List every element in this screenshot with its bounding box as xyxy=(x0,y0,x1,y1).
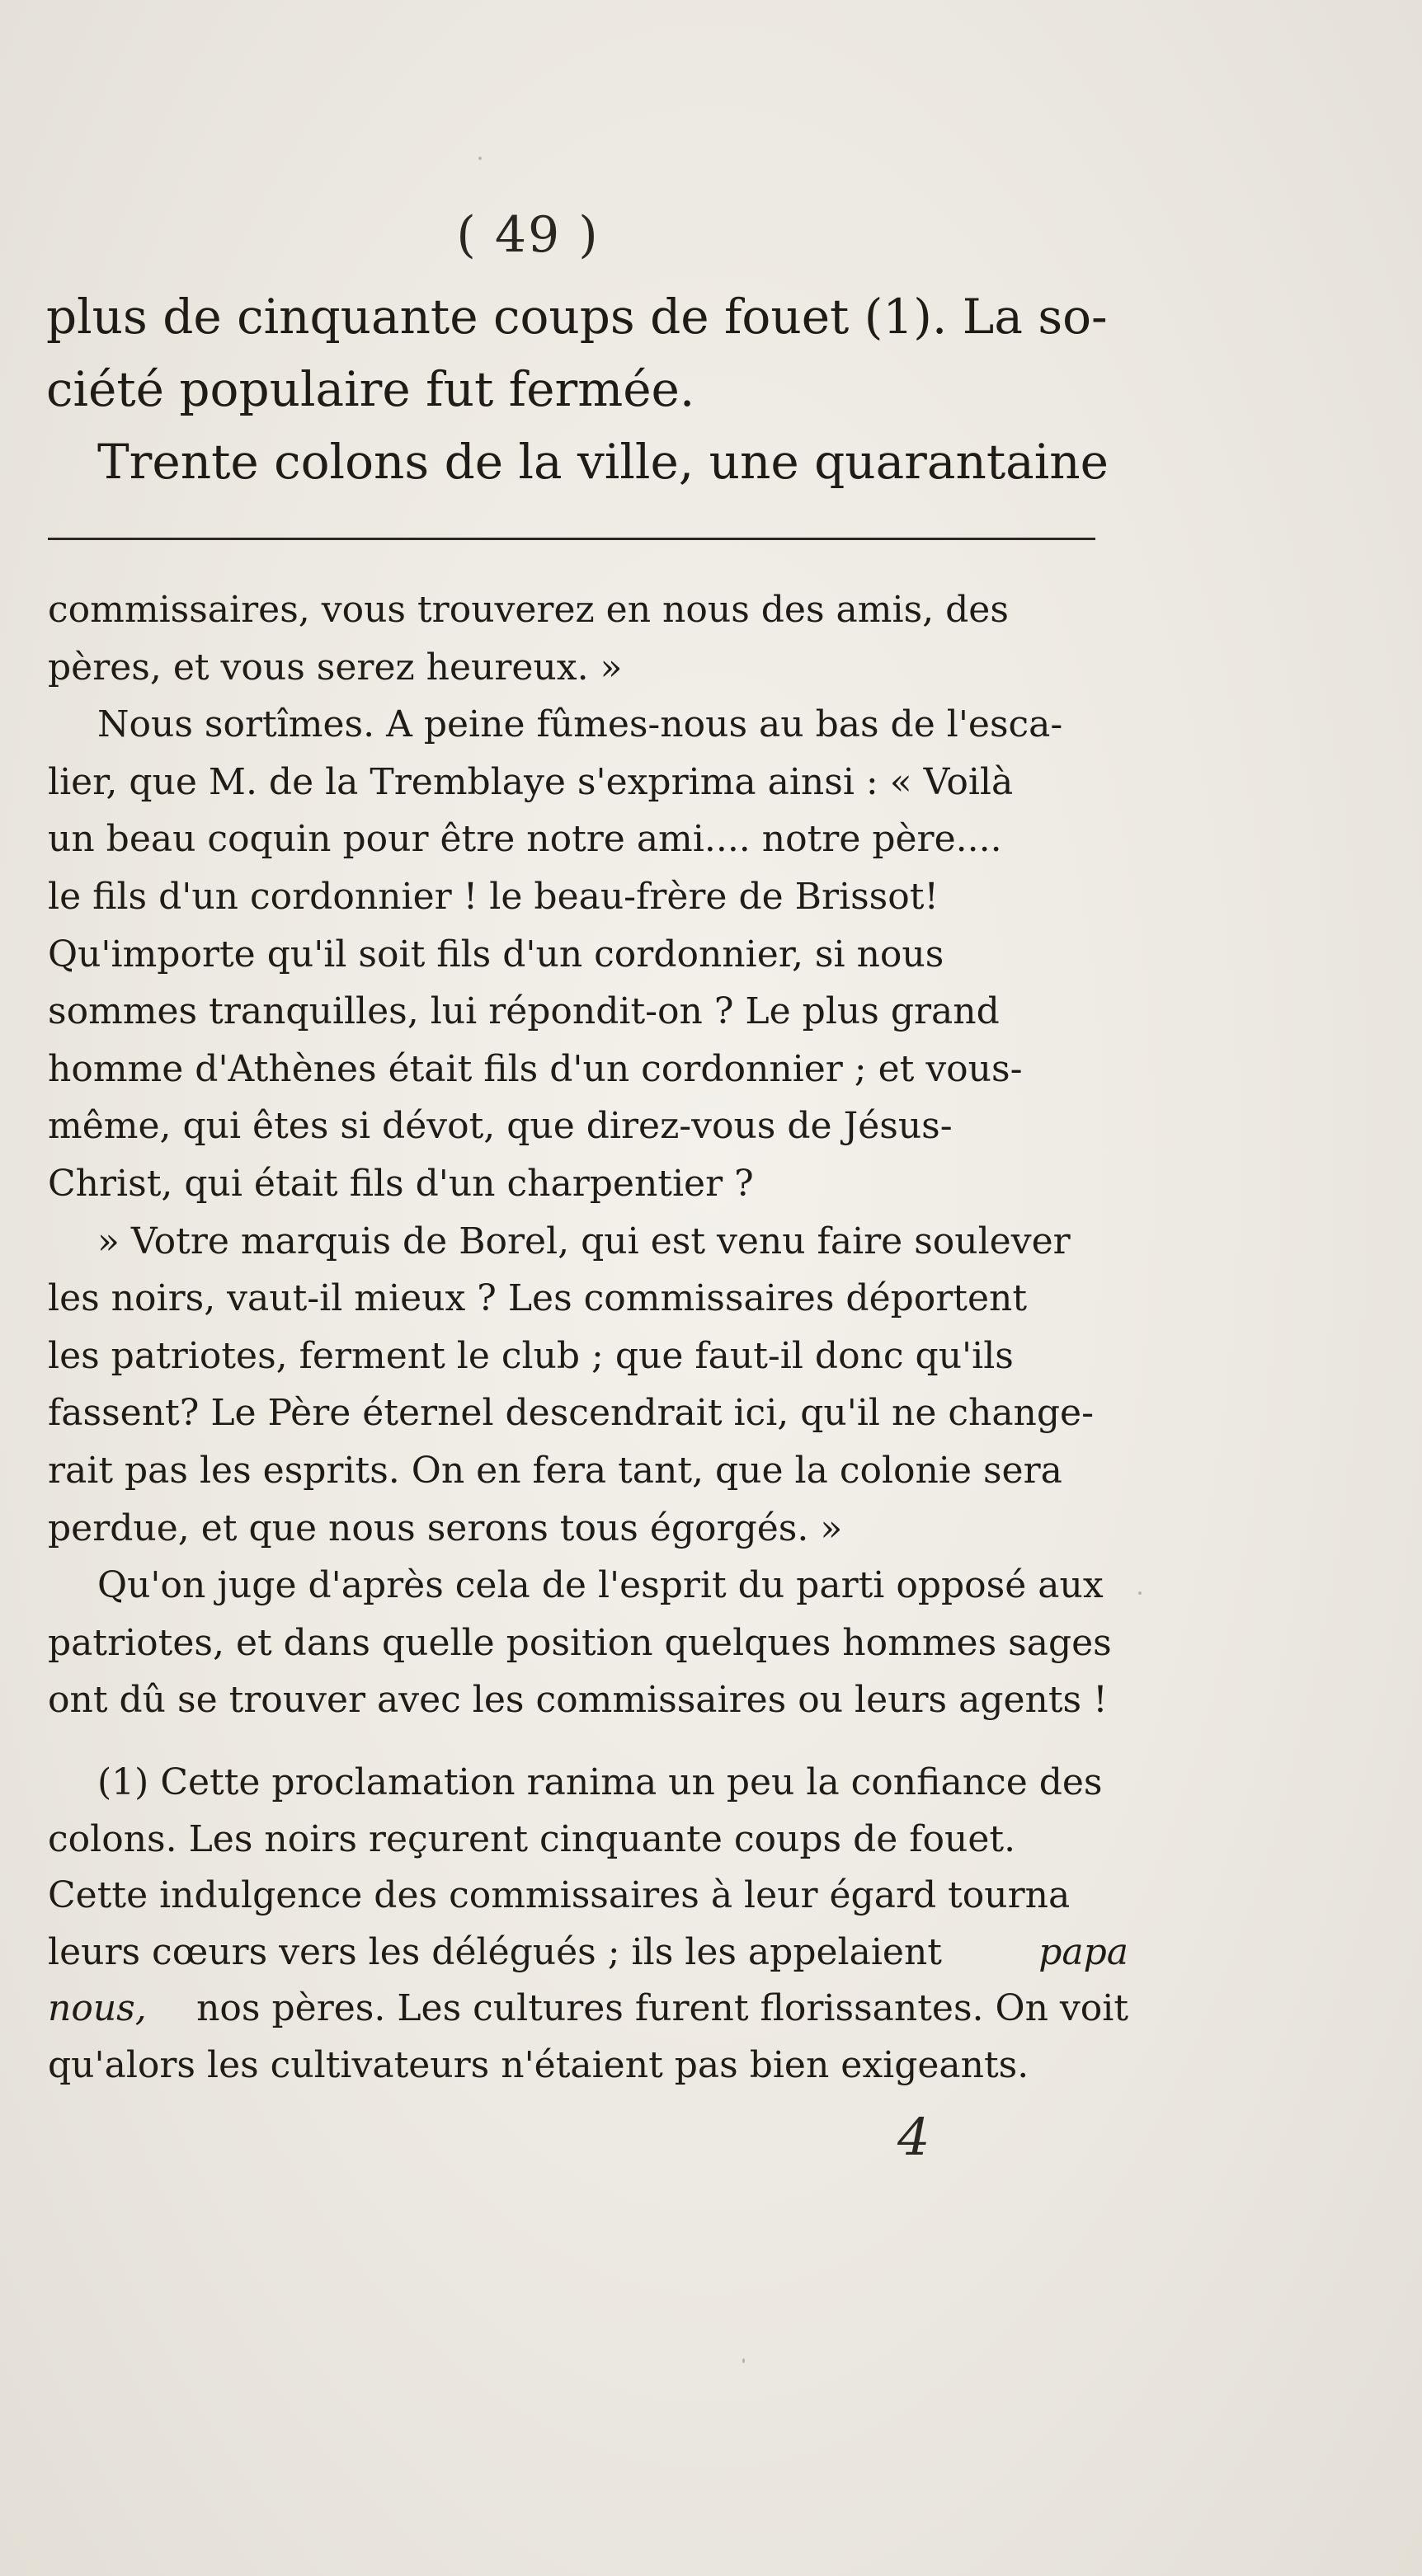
body-line: ont dû se trouver avec les commissaires ou leurs agents ! xyxy=(48,1679,1108,1722)
body-line: fassent? Le Père éternel descendrait ici, qu'il ne change- xyxy=(48,1392,1094,1435)
footnote-italic-text: papa xyxy=(1038,1930,1128,1973)
paper-speck xyxy=(742,2358,745,2363)
body-line: un beau coquin pour être notre ami.... notre père.... xyxy=(48,818,1002,861)
signature-mark: 4 xyxy=(897,2107,930,2167)
main-line: ciété populaire fut fermée. xyxy=(46,361,695,417)
footnote-italic-text: nous, xyxy=(48,1987,147,2029)
footnote-line: qu'alors les cultivateurs n'étaient pas bien exigeants. xyxy=(48,2043,1029,2086)
body-line: Qu'on juge d'après cela de l'esprit du parti opposé aux xyxy=(97,1564,1104,1607)
body-line: les patriotes, ferment le club ; que faut-il donc qu'ils xyxy=(48,1334,1014,1377)
body-line: rait pas les esprits. On en fera tant, que la colonie sera xyxy=(48,1449,1062,1492)
body-line: commissaires, vous trouverez en nous des amis, des xyxy=(48,589,1009,631)
footnote-line: Cette indulgence des commissaires à leur égard tourna xyxy=(48,1874,1071,1916)
separator-rule xyxy=(48,538,1095,540)
body-line: le fils d'un cordonnier ! le beau-frère de Brissot! xyxy=(48,875,939,918)
body-line: patriotes, et dans quelle position quelques hommes sages xyxy=(48,1621,1112,1664)
body-line: Qu'importe qu'il soit fils d'un cordonnier, si nous xyxy=(48,933,944,975)
footnote-line xyxy=(48,1925,1128,1981)
body-line: pères, et vous serez heureux. » xyxy=(48,646,623,689)
main-line: plus de cinquante coups de fouet (1). La so- xyxy=(46,289,1108,345)
quoted-dialogue xyxy=(48,581,1128,1729)
body-line: homme d'Athènes était fils d'un cordonnier ; et vous- xyxy=(48,1047,1023,1090)
body-line: les noirs, vaut-il mieux ? Les commissaires déportent xyxy=(48,1277,1028,1320)
body-line: Christ, qui était fils d'un charpentier ? xyxy=(48,1162,754,1205)
body-line: Nous sortîmes. A peine fûmes-nous au bas de l'esca- xyxy=(97,703,1063,746)
footnote-line xyxy=(48,1981,1128,2038)
footnote-text: leurs cœurs vers les délégués ; ils les appelaient xyxy=(48,1930,942,1973)
page-number: ( 49 ) xyxy=(456,206,600,264)
footnote-line: (1) Cette proclamation ranima un peu la confiance des xyxy=(97,1761,1103,1803)
body-line: perdue, et que nous serons tous égorgés. » xyxy=(48,1507,843,1549)
footnote-text: nos pères. Les cultures furent florissantes. On voit xyxy=(196,1987,1128,2029)
body-line: lier, que M. de la Tremblaye s'exprima ainsi : « Voilà xyxy=(48,760,1014,803)
main-line: Trente colons de la ville, une quarantaine xyxy=(97,434,1109,490)
body-line: même, qui êtes si dévot, que direz-vous de Jésus- xyxy=(48,1105,953,1148)
body-line: » Votre marquis de Borel, qui est venu faire soulever xyxy=(97,1220,1071,1262)
paper-speck xyxy=(478,157,482,160)
footnote-line: colons. Les noirs reçurent cinquante coups de fouet. xyxy=(48,1817,1016,1860)
paper-speck xyxy=(1138,1591,1142,1595)
main-text-continuation xyxy=(46,280,1118,498)
body-line: sommes tranquilles, lui répondit-on ? Le plus grand xyxy=(48,990,1000,1033)
footnote xyxy=(48,1755,1128,2094)
